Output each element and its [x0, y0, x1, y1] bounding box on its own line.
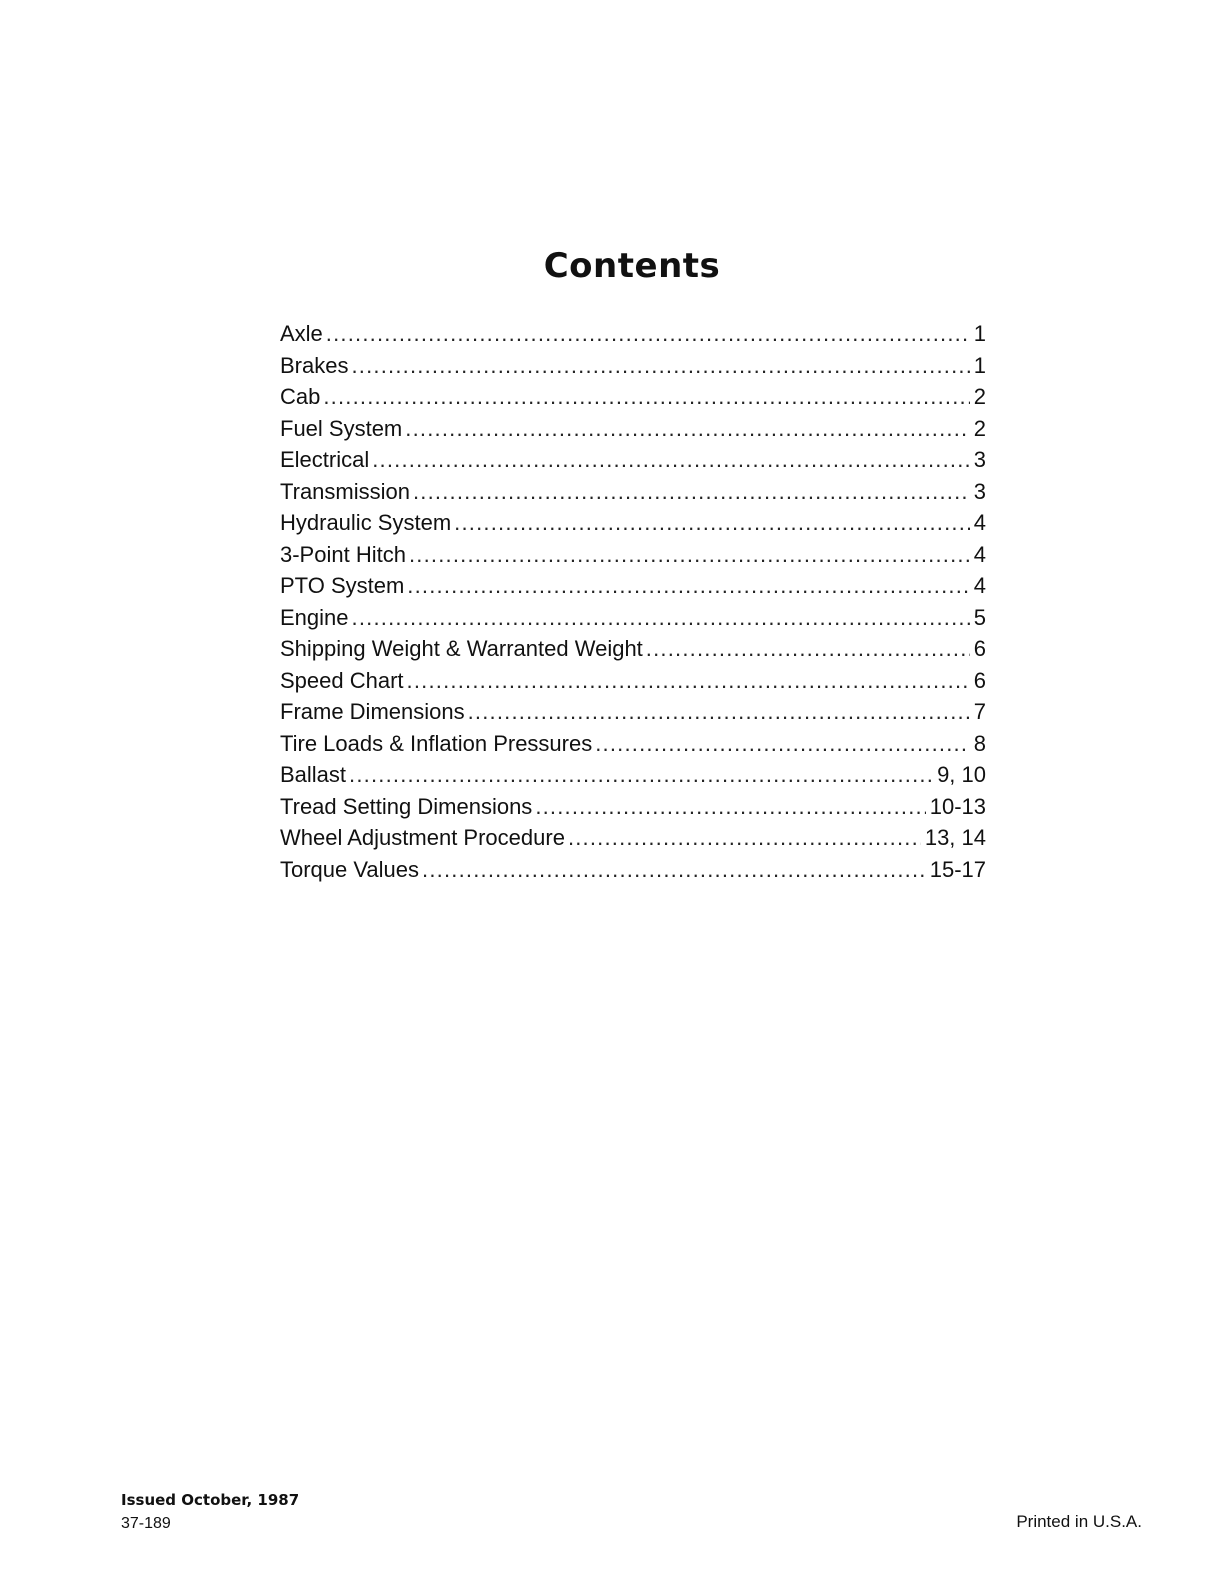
- toc-entry-page: 1: [973, 321, 986, 346]
- toc-leader: [422, 854, 926, 886]
- toc-leader: [568, 822, 921, 854]
- toc-leader: [454, 507, 970, 539]
- toc-entry-page: 15-17: [929, 856, 986, 882]
- toc-entry: [280, 854, 986, 886]
- toc-entry: [280, 759, 986, 791]
- toc-leader: [407, 665, 970, 697]
- toc-entry-label: Speed Chart: [280, 667, 404, 693]
- toc-entry: [280, 381, 986, 413]
- toc-entry-label: Transmission: [280, 478, 410, 504]
- toc-entry-label: Brakes: [280, 352, 349, 378]
- toc-entry-page: 2: [973, 384, 986, 409]
- table-of-contents: [280, 318, 986, 885]
- toc-entry: [280, 728, 986, 760]
- toc-entry-page: 6: [973, 667, 986, 693]
- toc-entry: [280, 539, 986, 571]
- toc-entry-label: Engine: [280, 604, 349, 630]
- toc-entry-label: Cab: [280, 384, 321, 409]
- toc-entry: [280, 791, 986, 823]
- toc-leader: [405, 413, 969, 445]
- toc-leader: [407, 570, 969, 602]
- toc-leader: [372, 444, 970, 476]
- toc-leader: [595, 728, 970, 760]
- printed-in-note: Printed in U.S.A.: [1016, 1512, 1142, 1531]
- toc-entry-label: Frame Dimensions: [280, 699, 465, 724]
- toc-entry: [280, 476, 986, 508]
- toc-entry-page: 5: [973, 604, 986, 630]
- toc-entry-page: 2: [973, 415, 986, 441]
- toc-entry: [280, 444, 986, 476]
- toc-entry-page: 6: [973, 636, 986, 661]
- toc-entry: [280, 413, 986, 445]
- toc-leader: [326, 318, 970, 350]
- toc-entry-page: 10-13: [929, 793, 986, 819]
- toc-leader: [409, 539, 970, 571]
- toc-entry-label: 3-Point Hitch: [280, 541, 406, 567]
- toc-entry: [280, 822, 986, 854]
- toc-entry-page: 9, 10: [937, 762, 986, 787]
- toc-entry: [280, 507, 986, 539]
- toc-entry-label: Fuel System: [280, 415, 403, 441]
- issued-date: Issued October, 1987: [121, 1491, 300, 1509]
- toc-entry: [280, 350, 986, 382]
- toc-entry: [280, 633, 986, 665]
- toc-entry: [280, 570, 986, 602]
- toc-entry: [280, 602, 986, 634]
- toc-entry-page: 4: [973, 541, 986, 567]
- toc-entry-label: Tire Loads & Inflation Pressures: [280, 730, 593, 756]
- toc-leader: [349, 759, 933, 791]
- toc-entry: [280, 318, 986, 350]
- toc-entry: [280, 696, 986, 728]
- toc-leader: [535, 791, 925, 823]
- toc-entry-label: Wheel Adjustment Procedure: [280, 825, 565, 850]
- toc-entry-page: 8: [973, 730, 986, 756]
- toc-entry-label: PTO System: [280, 573, 405, 598]
- toc-entry-label: Shipping Weight & Warranted Weight: [280, 636, 643, 661]
- toc-leader: [646, 633, 970, 665]
- toc-entry-label: Electrical: [280, 447, 370, 472]
- toc-entry-label: Ballast: [280, 762, 347, 787]
- toc-entry-label: Hydraulic System: [280, 510, 452, 535]
- toc-leader: [351, 350, 969, 382]
- toc-entry-label: Tread Setting Dimensions: [280, 793, 533, 819]
- toc-entry-label: Torque Values: [280, 856, 420, 882]
- toc-leader: [323, 381, 969, 413]
- page-title: Contents: [543, 246, 721, 286]
- toc-entry-page: 4: [973, 510, 986, 535]
- document-number: 37-189: [121, 1515, 171, 1532]
- toc-leader: [352, 602, 970, 634]
- toc-entry-page: 7: [973, 699, 986, 724]
- toc-entry-page: 4: [973, 573, 986, 598]
- toc-entry-page: 3: [973, 447, 986, 472]
- footer-issue-info: [121, 1488, 299, 1536]
- toc-entry-label: Axle: [280, 321, 323, 346]
- toc-entry-page: 13, 14: [924, 825, 986, 850]
- toc-leader: [413, 476, 970, 508]
- toc-leader: [468, 696, 970, 728]
- toc-entry: [280, 665, 986, 697]
- toc-entry-page: 3: [973, 478, 986, 504]
- toc-entry-page: 1: [973, 352, 986, 378]
